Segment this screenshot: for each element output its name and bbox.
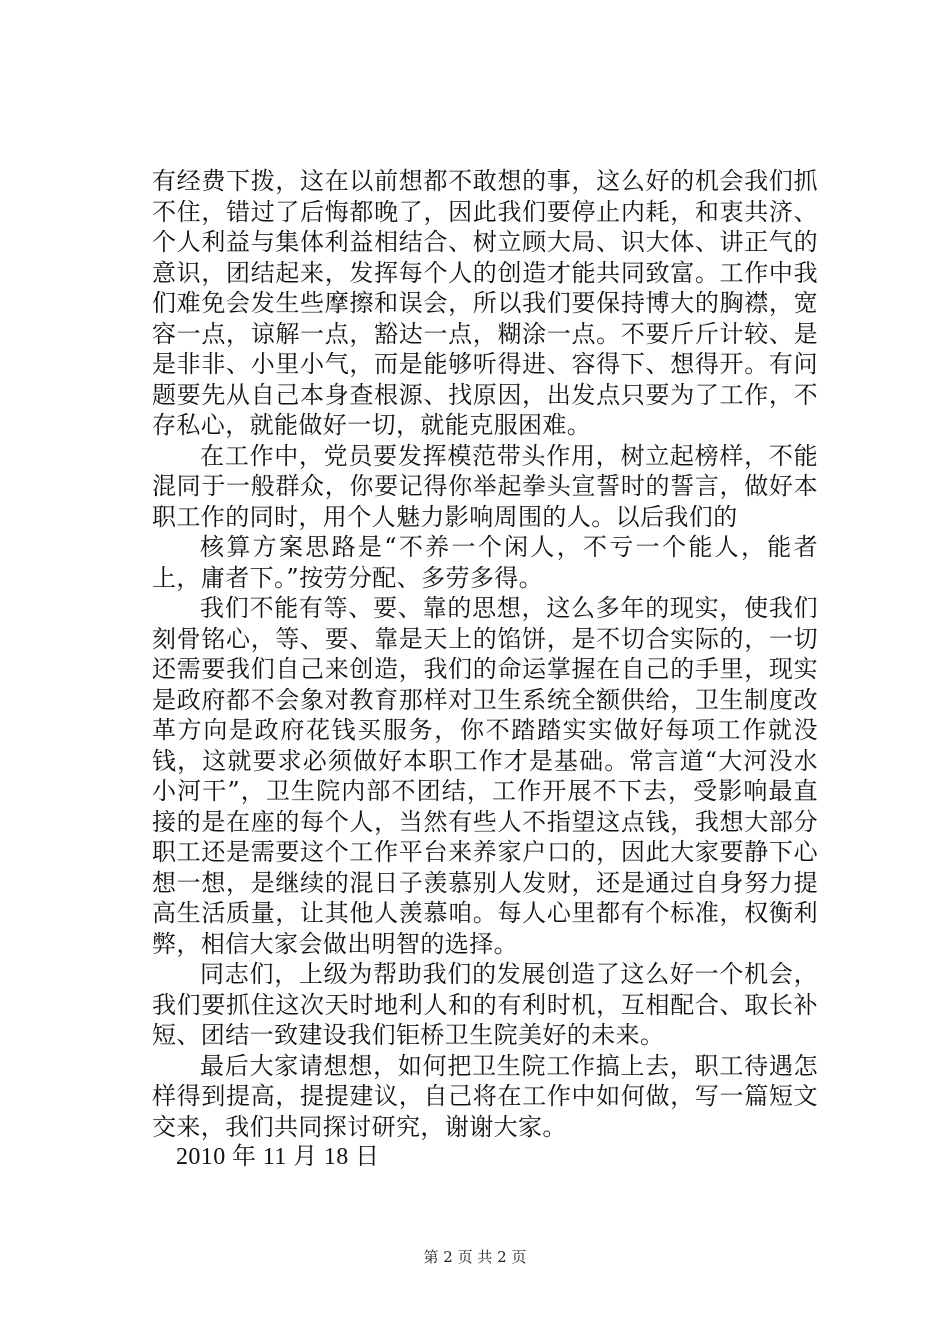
paragraph-accounting-plan: 核算方案思路是“不养一个闲人，不亏一个能人，能者上，庸者下。”按劳分配、多劳多得。 [152,533,818,592]
paragraph-party-members: 在工作中，党员要发挥模范带头作用，树立起榜样，不能混同于一般群众，你要记得你举起拳头宣誓时的誓言，做好本职工作的同时，用个人魅力影响周围的人。以后我们的 [152,441,818,531]
paragraph-continuation: 有经费下拨，这在以前想都不敢想的事，这么好的机会我们抓不住，错过了后悔都晚了，因此我们要停止内耗，和衷共济、个人利益与集体利益相结合、树立顾大局、识大体、讲正气的意识，团结起来，发挥每个人的创造才能共同致富。工作中我们难免会发生些摩擦和误会，所以我们要保持博大的胸襟，宽容一点，谅解一点，豁达一点，糊涂一点。不要斤斤计较、是是非非、小里小气，而是能够听得进、容得下、想得开。有问题要先从自己本身查根源、找原因，出发点只要为了工作，不存私心，就能做好一切，就能克服困难。 [152,167,818,439]
paragraph-self-reliance: 我们不能有等、要、靠的思想，这么多年的现实，使我们刻骨铭心，等、要、靠是天上的馅饼，是不切合实际的，一切还需要我们自己来创造，我们的命运掌握在自己的手里，现实是政府都不会象对教育那样对卫生系统全额供给，卫生制度改革方向是政府花钱买服务，你不踏踏实实做好每项工作就没钱，这就要求必须做好本职工作才是基础。常言道“大河没水小河干”，卫生院内部不团结，工作开展不下去，受影响最直接的是在座的每个人，当然有些人不指望这点钱，我想大部分职工还是需要这个工作平台来养家户口的，因此大家要静下心想一想，是继续的混日子羡慕别人发财，还是通过自身努力提高生活质量，让其他人羡慕咱。每人心里都有个标准，权衡利弊，相信大家会做出明智的选择。 [152,594,818,958]
paragraph-opportunity: 同志们，上级为帮助我们的发展创造了这么好一个机会，我们要抓住这次天时地利人和的有利时机，互相配合、取长补短、团结一致建设我们钜桥卫生院美好的未来。 [152,960,818,1049]
page-footer: 第 2 页 共 2 页 [423,1248,527,1266]
document-body [152,166,818,1173]
paragraph-closing: 最后大家请想想，如何把卫生院工作搞上去，职工待遇怎样得到提高，提提建议，自己将在工作中如何做，写一篇短文交来，我们共同探讨研究，谢谢大家。 [152,1051,818,1141]
document-date: 2010 年 11 月 18 日 [176,1144,380,1170]
